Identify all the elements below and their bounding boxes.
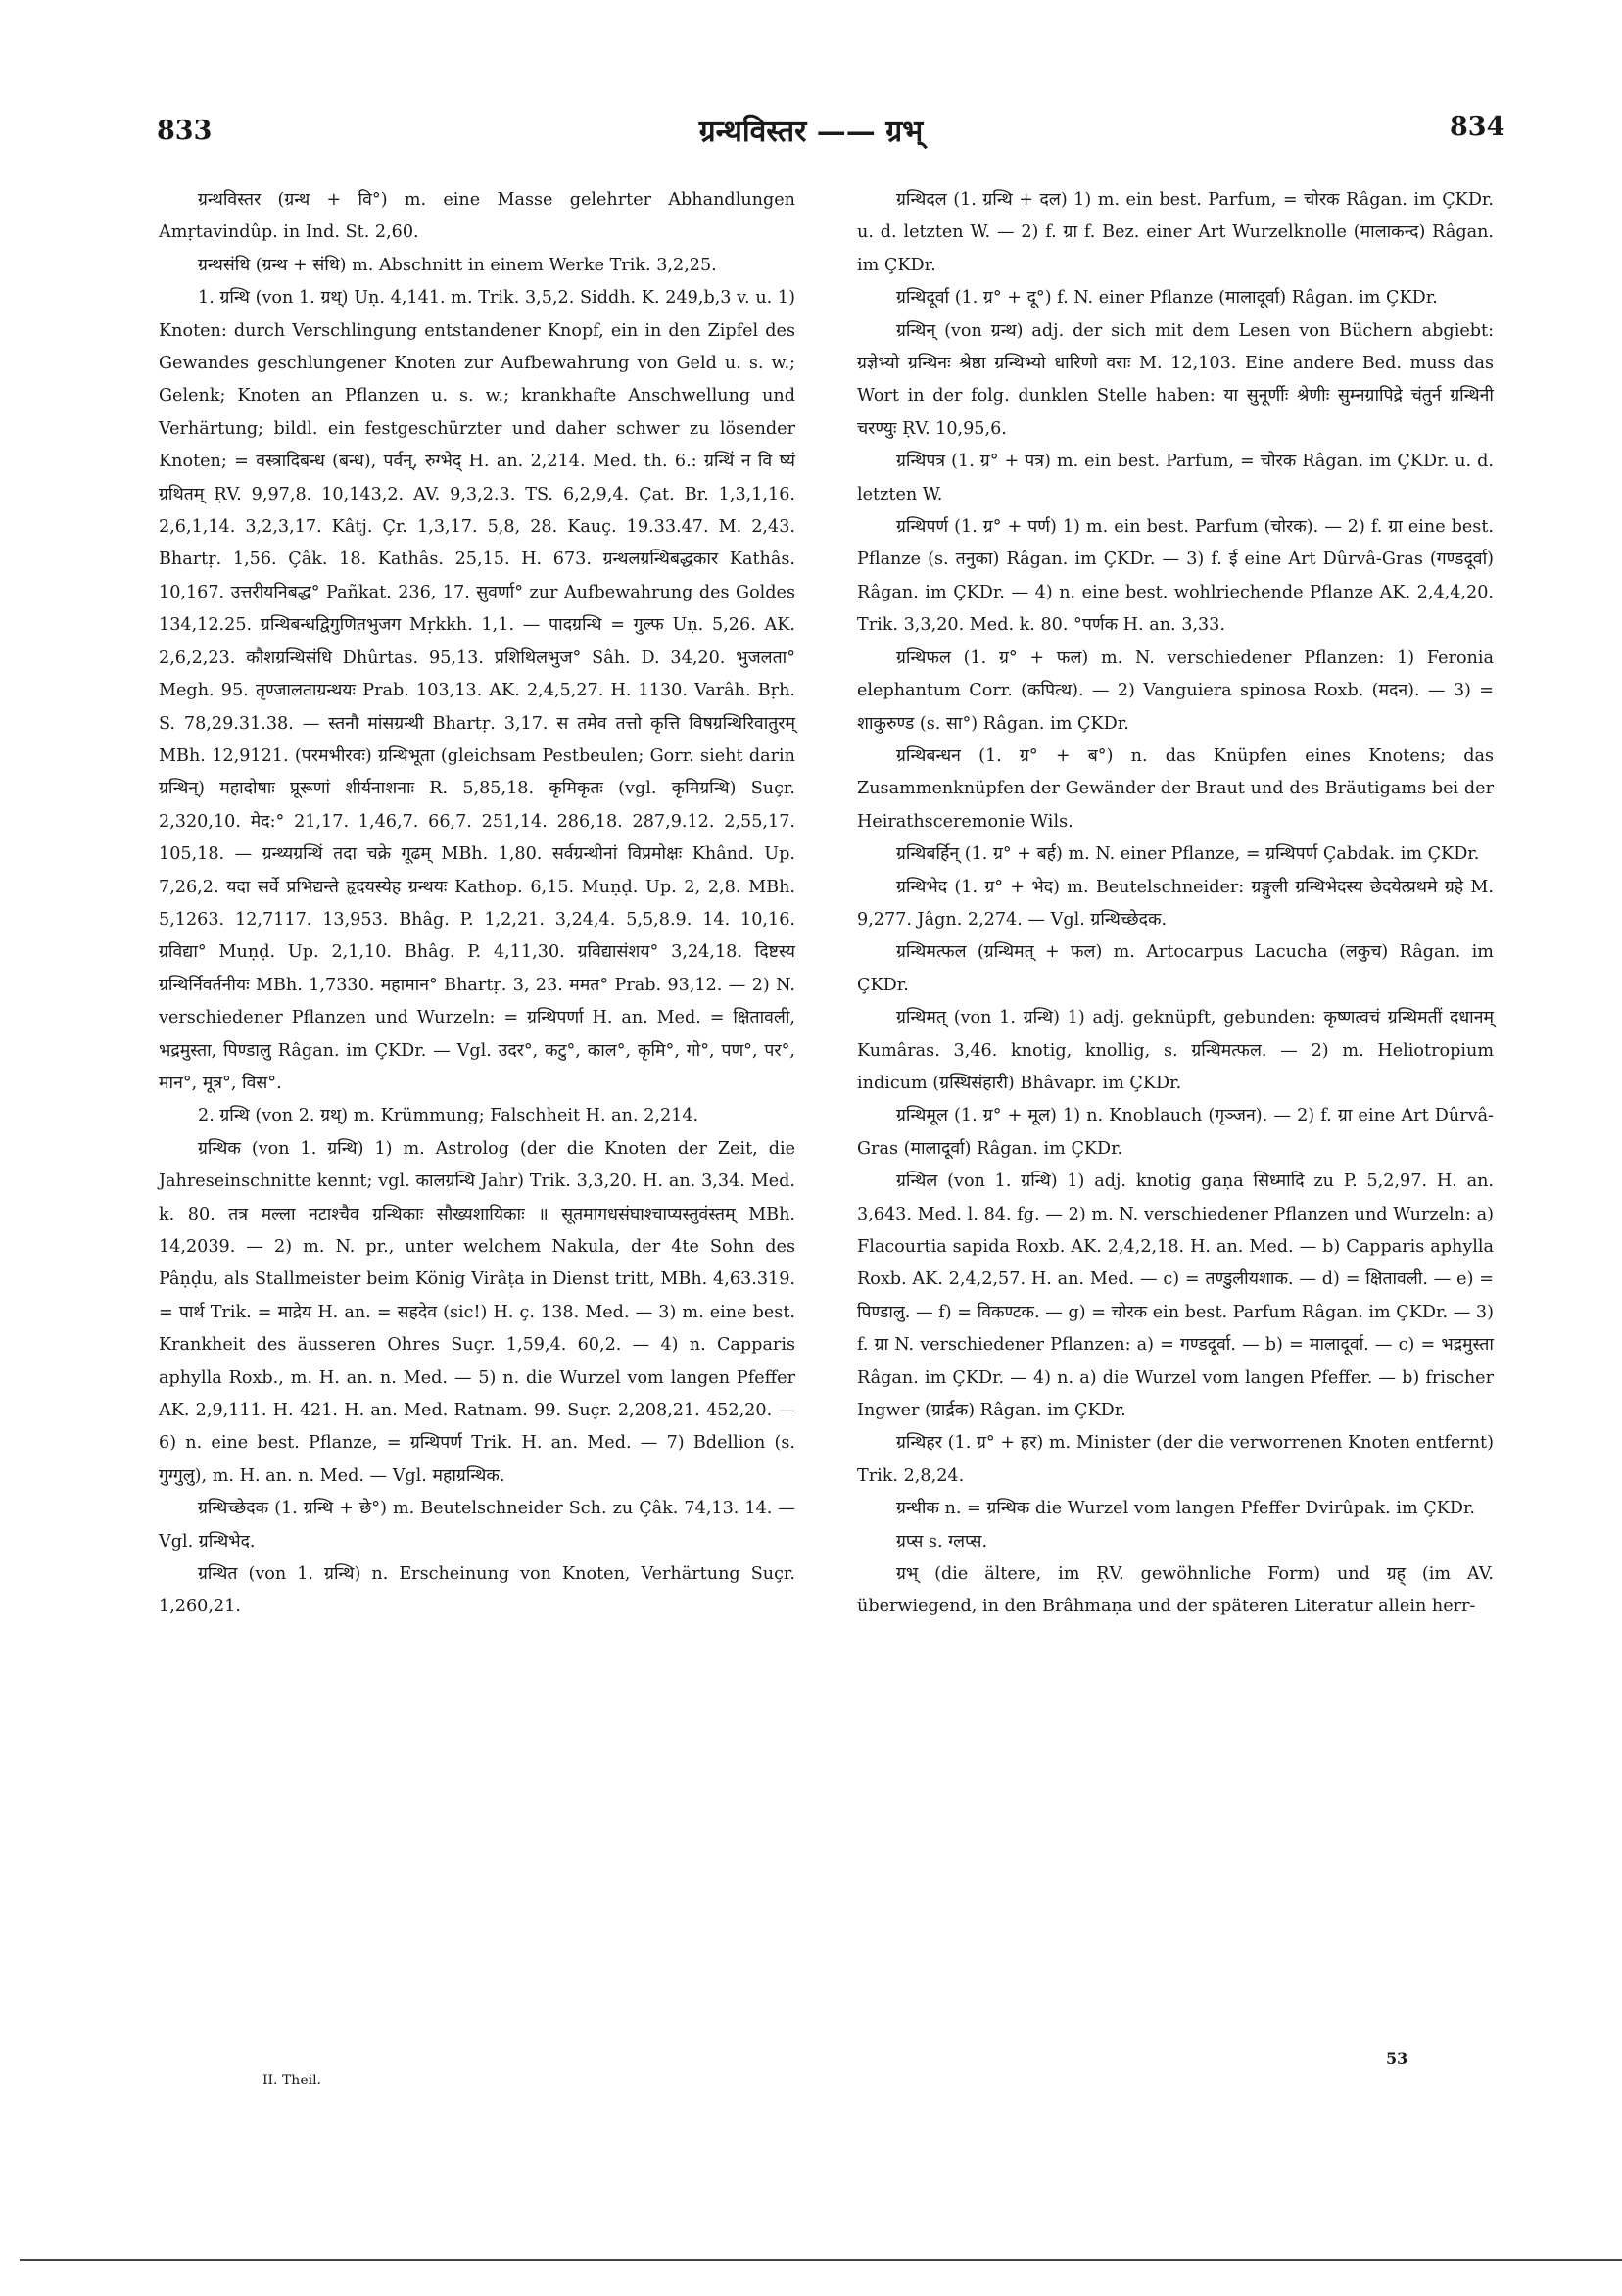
running-title: ग्रन्थविस्तर —— ग्रभ्: [698, 115, 924, 149]
dictionary-entry: ग्रन्थिदूर्वा (1. ग्र° + दू°) f. N. einer Pflanze (मालादूर्वा) Râgan. im ÇKDr.: [896, 288, 1438, 309]
dictionary-entry: 2. ग्रन्थि (von 2. ग्रथ्) m. Krümmung; Falschheit H. an. 2,214.: [198, 1106, 699, 1126]
dictionary-entry: ग्रन्थीक n. = ग्रन्थिक die Wurzel vom langen Pfeffer Dvirûpak. im ÇKDr.: [896, 1499, 1476, 1519]
dictionary-entry: ग्रन्थिल (von 1. ग्रन्थि) 1) adj. knotig gaṇa सिध्मादि zu P. 5,2,97. H. an. 3,643. Med. l. 84. fg. — 2) m. N. verschiedener Pflanzen und Wurzeln: a) Flacourtia sapida Roxb. AK. 2,4,2,18. H. an. Med. — b) Capparis aphylla Roxb. AK. 2,4,2,57. H. an. Med. — c) = तण्डुलीयशाक. — d) = क्षितावली. — e) = पिण्डालु. — f) = विकण्टक. — g) = चोरक ein best. Parfum Râgan. im ÇKDr. — 3) f. ग्रा N. verschiedener Pflanzen: a) = गण्डदूर्वा. — b) = मालादूर्वा. — c) = भद्रमुस्ता Râgan. im ÇKDr. — 4) n. a) die Wurzel vom langen Pfeffer. — b) frischer Ingwer (ग्रार्द्रक) Râgan. im ÇKDr.: [857, 1172, 1494, 1421]
bottom-rule: [20, 2259, 1622, 2261]
dictionary-entry: ग्रभ् (die ältere, im ṚV. gewöhnliche Form) und ग्रह् (im AV. überwiegend, in den Brâhmaṇa und der späteren Literatur allein herr-: [857, 1564, 1494, 1617]
page-number-right: 834: [1450, 112, 1505, 142]
page-number-left: 833: [157, 116, 213, 146]
dictionary-entry: ग्रन्थविस्तर (ग्रन्थ + वि°) m. eine Masse gelehrter Abhandlungen Amṛtavindûp. in Ind. St. 2,60.: [159, 190, 795, 243]
dictionary-entry: ग्रन्थिभेद (1. ग्र° + भेद) m. Beutelschneider: ग्रङ्गुली ग्रन्थिभेदस्य छेदयेत्प्रथमे ग्रहे M. 9,277. Jâgn. 2,274. — Vgl. ग्रन्थिच्छेदक.: [857, 877, 1494, 930]
dictionary-entry: ग्रन्थिपर्ण (1. ग्र° + पर्ण) 1) m. ein best. Parfum (चोरक). — 2) f. ग्रा eine best. Pflanze (s. तनुका) Râgan. im ÇKDr. — 3) f. ई eine Art Dûrvâ-Gras (गण्डदूर्वा) Râgan. im ÇKDr. — 4) n. eine best. wohlriechende Pflanze AK. 2,4,4,20. Trik. 3,3,20. Med. k. 80. °पर्णक H. an. 3,33.: [857, 517, 1494, 636]
right-column: [857, 184, 1494, 1624]
dictionary-entry: 1. ग्रन्थि (von 1. ग्रथ्) Uṇ. 4,141. m. Trik. 3,5,2. Siddh. K. 249,b,3 v. u. 1) Knoten: durch Verschlingung entstandener Knopf, ein in den Zipfel des Gewandes geschlungener Knoten zur Aufbewahrung von Geld u. s. w.; Gelenk; Knoten an Pflanzen u. s. w.; krankhafte Anschwellung und Verhärtung; bildl. ein festgeschürzter und daher schwer zu lösender Knoten; = वस्त्रादिबन्ध (बन्ध), पर्वन्, रुग्भेद् H. an. 2,214. Med. th. 6.: ग्रन्थिं न वि ष्यं ग्रथितम् ṚV. 9,97,8. 10,143,2. AV. 9,3,2.3. TS. 6,2,9,4. Çat. Br. 1,3,1,16. 2,6,1,14. 3,2,3,17. Kâtj. Çr. 1,3,17. 5,8, 28. Kauç. 19.33.47. M. 2,43. Bhartṛ. 1,56. Çâk. 18. Kathâs. 25,15. H. 673. ग्रन्थलग्रन्थिबद्धकार Kathâs. 10,167. उत्तरीयनिबद्ध° Pañkat. 236, 17. सुवर्णा° zur Aufbewahrung des Goldes 134,12.25. ग्रन्थिबन्धद्विगुणितभुजग Mṛkkh. 1,1. — पादग्रन्थि = गुल्फ Uṇ. 5,26. AK. 2,6,2,23. कौशग्रन्थिसंधि Dhûrtas. 95,13. प्रशिथिलभुज° Sâh. D. 34,20. भुजलता° Megh. 95. तृण्जालताग्रन्थयः Prab. 103,13. AK. 2,4,5,27. H. 1130. Varâh. Bṛh. S. 78,29.31.38. — स्तनौ मांसग्रन्थी Bhartṛ. 3,17. स तमेव तत्तो कृत्ति विषग्रन्थिरिवातुरम् MBh. 12,9121. (परमभीरवः) ग्रन्थिभूता (gleichsam Pestbeulen; Gorr. sieht darin ग्रन्थिन्) महादोषाः प्रूरूणां शीर्यनाशनाः R. 5,85,18. कृमिकृतः (vgl. कृमिग्रन्थि) Suçr. 2,320,10. मेद:° 21,17. 1,46,7. 66,7. 251,14. 286,18. 287,9.12. 2,55,17. 105,18. — ग्रन्थ्यग्रन्थिं तदा चक्रे गूढम् MBh. 1,80. सर्वग्रन्थीनां विप्रमोक्षः Khând. Up. 7,26,2. यदा सर्वे प्रभिद्यन्ते हृदयस्येह ग्रन्थयः Kathop. 6,15. Muṇḍ. Up. 2, 2,8. MBh. 5,1263. 12,7117. 13,953. Bhâg. P. 1,2,21. 3,24,4. 5,5,8.9. 14. 10,16. ग्रविद्या° Muṇḍ. Up. 2,1,10. Bhâg. P. 4,11,30. ग्रविद्यासंशय° 3,24,18. दिष्टस्य ग्रन्थिर्निवर्तनीयः MBh. 1,7330. महामान° Bhartṛ. 3, 23. ममत° Prab. 93,12. — 2) N. verschiedener Pflanzen und Wurzeln: = ग्रन्थिपर्णा H. an. Med. = क्षितावली, भद्रमुस्ता, पिण्डालु Râgan. im ÇKDr. — Vgl. उदर°, कटु°, काल°, कृमि°, गो°, पण°, पर°, मान°, मूत्र°, विस°.: [159, 288, 795, 1093]
left-column: [159, 184, 795, 1624]
signature-mark: 53: [1386, 2049, 1408, 2068]
dictionary-entry: ग्रन्थिक (von 1. ग्रन्थि) 1) m. Astrolog (der die Knoten der Zeit, die Jahreseinschnitte kennt; vgl. कालग्रन्थि Jahr) Trik. 3,3,20. H. an. 3,34. Med. k. 80. तत्र मल्ला नटाश्चैव ग्रन्थिकाः सौख्यशायिकाः ॥ सूतमागधसंघाश्चाप्यस्तुवंस्तम् MBh. 14,2039. — 2) m. N. pr., unter welchem Nakula, der 4te Sohn des Pâṇḍu, als Stallmeister beim König Virâṭa in Dienst tritt, MBh. 4,63.319. = पार्थ Trik. = माद्रेय H. an. = सहदेव (sic!) H. ç. 138. Med. — 3) m. eine best. Krankheit des äusseren Ohres Suçr. 1,59,4. 60,2. — 4) n. Capparis aphylla Roxb., m. H. an. n. Med. — 5) n. die Wurzel vom langen Pfeffer AK. 2,9,111. H. 421. H. an. Med. Ratnam. 99. Suçr. 2,208,21. 452,20. — 6) n. eine best. Pflanze, = ग्रन्थिपर्ण Trik. H. an. Med. — 7) Bdellion (s. गुग्गुलु), m. H. an. n. Med. — Vgl. महाग्रन्थिक.: [159, 1138, 795, 1486]
dictionary-entry: ग्रन्थिपत्र (1. ग्र° + पत्र) m. ein best. Parfum, = चोरक Râgan. im ÇKDr. u. d. letzten W.: [857, 452, 1494, 504]
dictionary-entry: ग्रन्थसंधि (ग्रन्थ + संधि) m. Abschnitt in einem Werke Trik. 3,2,25.: [198, 255, 717, 275]
dictionary-entry: ग्रप्स s. ग्लप्स.: [896, 1531, 988, 1552]
dictionary-entry: ग्रन्थिमत् (von 1. ग्रन्थि) 1) adj. geknüpft, gebunden: कृष्णत्वचं ग्रन्थिमतीं दधानम् Kumâras. 3,46. knotig, knollig, s. ग्रन्थिमत्फल. — 2) m. Heliotropium indicum (ग्रस्थिसंहारी) Bhâvapr. im ÇKDr.: [857, 1008, 1494, 1093]
dictionary-entry: ग्रन्थिफल (1. ग्र° + फल) m. N. verschiedener Pflanzen: 1) Feronia elephantum Corr. (कपित्थ). — 2) Vanguiera spinosa Roxb. (मदन). — 3) = शाकुरुण्ड (s. सा°) Râgan. im ÇKDr.: [857, 647, 1494, 734]
volume-note: II. Theil.: [262, 2073, 322, 2088]
dictionary-entry: ग्रन्थिबन्धन (1. ग्र° + ब°) n. das Knüpfen eines Knotens; das Zusammenknüpfen der Gewänder der Braut und des Bräutigams bei der Heirathsceremonie Wils.: [857, 745, 1494, 832]
dictionary-entry: ग्रन्थिच्छेदक (1. ग्रन्थि + छे°) m. Beutelschneider Sch. zu Çâk. 74,13. 14. — Vgl. ग्रन्थिभेद.: [159, 1499, 795, 1552]
dictionary-entry: ग्रन्थिदल (1. ग्रन्थि + दल) 1) m. ein best. Parfum, = चोरक Râgan. im ÇKDr. u. d. letzten W. — 2) f. ग्रा f. Bez. einer Art Wurzelknolle (मालाकन्द) Râgan. im ÇKDr.: [857, 190, 1494, 275]
dictionary-entry: ग्रन्थिहर (1. ग्र° + हर) m. Minister (der die verworrenen Knoten entfernt) Trik. 2,8,24.: [857, 1433, 1494, 1486]
dictionary-entry: ग्रन्थित (von 1. ग्रन्थि) n. Erscheinung von Knoten, Verhärtung Suçr. 1,260,21.: [159, 1564, 795, 1617]
dictionary-entry: ग्रन्थिमत्फल (ग्रन्थिमत् + फल) m. Artocarpus Lacucha (लकुच) Râgan. im ÇKDr.: [857, 942, 1494, 995]
dictionary-entry: ग्रन्थिन् (von ग्रन्थ) adj. der sich mit dem Lesen von Büchern abgiebt: ग्रज्ञेभ्यो ग्रन्थिनः श्रेष्ठा ग्रन्थिभ्यो धारिणो वराः M. 12,103. Eine andere Bed. muss das Wort in der folg. dunklen Stelle haben: या सुनूर्णीः श्रेणीः सुम्नग्रापिद्रे चंतुर्न ग्रन्थिनी चरण्युः ṚV. 10,95,6.: [857, 320, 1494, 439]
dictionary-entry: ग्रन्थिमूल (1. ग्र° + मूल) 1) n. Knoblauch (गृञ्जन). — 2) f. ग्रा eine Art Dûrvâ-Gras (मालादूर्वा) Râgan. im ÇKDr.: [857, 1106, 1494, 1159]
dictionary-entry: ग्रन्थिबर्हिन् (1. ग्र° + बर्ह) m. N. einer Pflanze, = ग्रन्थिपर्ण Çabdak. im ÇKDr.: [896, 844, 1480, 865]
